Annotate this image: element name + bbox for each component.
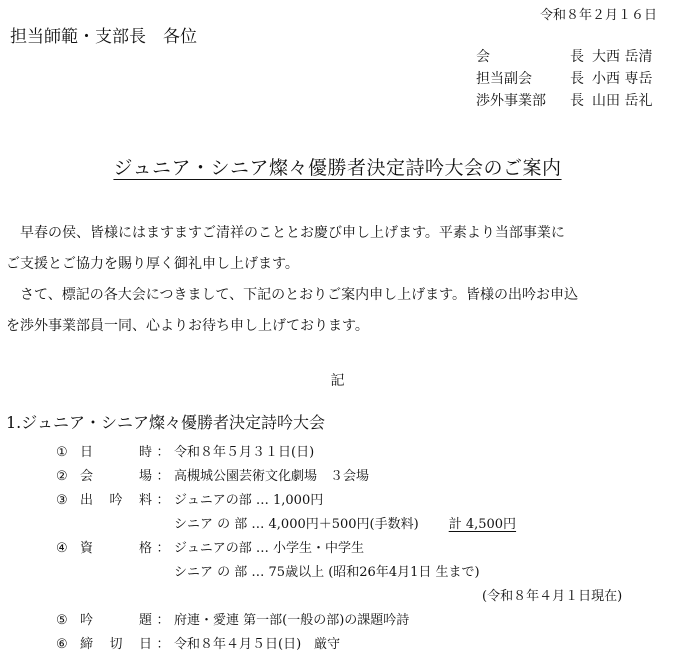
item-deadline: ⑥ 締 切 日 ： 令和８年４月５日(日) 厳守 [56, 633, 622, 657]
eligibility-senior: シニア の 部 … 75歳以上 (昭和26年4月1日 生まで) [174, 565, 480, 580]
fee-total: 計 4,500円 [448, 517, 517, 532]
item-eligibility-senior [56, 561, 622, 585]
item-theme: ⑤ 吟 題 ： 府連・愛連 第一部(一般の部)の課題吟詩 [56, 609, 622, 633]
signatory-block [476, 46, 652, 112]
eligibility-note: (令和８年４月１日現在) [482, 589, 623, 604]
section-title: 1.ジュニア・シニア燦々優勝者決定詩吟大会 [6, 413, 325, 432]
signatory-name: 大西 岳清 [592, 49, 653, 65]
signatory-row [476, 90, 652, 112]
signatory-role: 担当副会 長 [476, 71, 584, 87]
item-eligibility: ④ 資 格 ： ジュニアの部 … 小学生・中学生 [56, 537, 622, 561]
signatory-row [476, 68, 652, 90]
body-text [6, 218, 578, 342]
venue-value: 高槻城公園芸術文化劇場 ３会場 [174, 469, 370, 484]
ki-heading: 記 [330, 373, 345, 389]
document-title: ジュニア・シニア燦々優勝者決定詩吟大会のご案内 [113, 157, 562, 179]
signatory-row [476, 46, 652, 68]
item-datetime: ① 日 時 ： 令和８年５月３１日(日) [56, 441, 622, 465]
signatory-name: 小西 専岳 [592, 71, 653, 87]
item-eligibility-note [56, 585, 622, 609]
eligibility-junior: ジュニアの部 … 小学生・中学生 [174, 541, 365, 556]
signatory-name: 山田 岳礼 [592, 93, 653, 109]
item-fee: ③ 出 吟 料 ： ジュニアの部 … 1,000円 [56, 489, 622, 513]
item-fee-senior [56, 513, 622, 537]
paragraph-2-line-1: さて、標記の各大会につきまして、下記のとおりご案内申し上げます。皆様の出吟お申込 [20, 287, 579, 303]
theme-value: 府連・愛連 第一部(一般の部)の課題吟詩 [174, 613, 410, 628]
signatory-role: 渉外事業部 長 [476, 93, 584, 109]
paragraph-2-line-2: を渉外事業部員一同、心よりお待ち申し上げております。 [6, 318, 369, 334]
item-list [56, 441, 622, 657]
paragraph-1-line-2: ご支援とご協力を賜り厚く御礼申し上げます。 [6, 256, 299, 272]
paragraph-1-line-1: 早春の侯、皆様にはますますご清祥のこととお慶び申し上げます。平素より当部事業に [20, 225, 565, 241]
fee-senior: シニア の 部 … 4,000円＋500円(手数料) [174, 517, 419, 532]
datetime-value: 令和８年５月３１日(日) [174, 445, 315, 460]
item-venue: ② 会 場 ： 高槻城公園芸術文化劇場 ３会場 [56, 465, 622, 489]
addressee: 担当師範・支部長 各位 [10, 27, 197, 47]
deadline-value: 令和８年４月５日(日) 厳守 [174, 637, 341, 652]
fee-junior: ジュニアの部 … 1,000円 [174, 493, 324, 508]
date-line: 令和８年２月１６日 [539, 8, 657, 23]
signatory-role: 会 長 [476, 49, 584, 65]
